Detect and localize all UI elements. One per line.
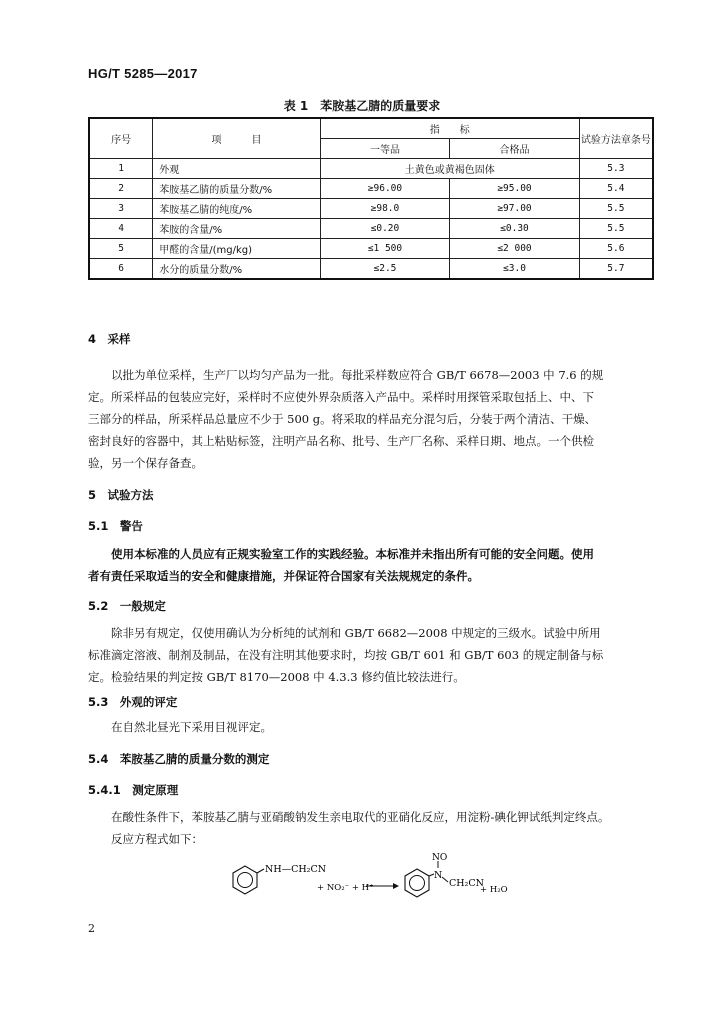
row-first-grade: ≥96.00: [320, 179, 450, 199]
reactant-bond: [257, 869, 264, 873]
row-item: 苯胺基乙腈的质量分数/%: [153, 179, 320, 199]
row-item: 外观: [153, 159, 320, 179]
row-method: 5.7: [579, 259, 653, 280]
header-indicator: 指 标: [320, 118, 579, 139]
section-5-3-heading: 5.3 外观的评定: [88, 695, 178, 709]
section-5-3-paragraph: [88, 716, 654, 738]
product-nitrogen-label: N: [434, 870, 443, 881]
table-row: [89, 259, 653, 280]
row-method: 5.5: [579, 219, 653, 239]
product-group-label: CH₂CN: [449, 878, 484, 889]
reactant-group-label: NH—CH₂CN: [265, 864, 327, 875]
quality-requirements-table: [88, 117, 654, 280]
row-first-grade: ≤0.20: [320, 219, 450, 239]
row-method: 5.6: [579, 239, 653, 259]
row-qualified: ≤0.30: [450, 219, 580, 239]
table-row: [89, 179, 653, 199]
row-first-grade: ≥98.0: [320, 199, 450, 219]
row-qualified: ≤2 000: [450, 239, 580, 259]
water-label: + H₂O: [480, 885, 508, 895]
row-seq: 2: [89, 179, 153, 199]
standard-code-header: HG/T 5285—2017: [88, 66, 198, 81]
reactant-aromatic-circle: [238, 873, 253, 888]
product-chain-bond: [442, 877, 448, 882]
product-aromatic-circle: [410, 876, 425, 891]
row-item: 苯胺的含量/%: [153, 219, 320, 239]
reaction-equation: [220, 852, 520, 908]
header-seq: 序号: [89, 118, 153, 159]
row-first-grade: ≤1 500: [320, 239, 450, 259]
paragraph-line: 除非另有规定，仅使用确认为分析纯的试剂和 GB/T 6682—2008 中规定的三级水。试验中所用: [111, 626, 601, 640]
page-number: 2: [88, 922, 95, 935]
section-5-2-paragraph: [88, 622, 654, 688]
product-benzene-ring: [405, 869, 429, 897]
paragraph-line: 在酸性条件下，苯胺基乙腈与亚硝酸钠发生亲电取代的亚硝化反应，用淀粉-碘化钾试纸判定终点。: [111, 810, 610, 824]
section-5-1-heading: 5.1 警告: [88, 519, 143, 533]
row-seq: 5: [89, 239, 153, 259]
paragraph-line: 定。检验结果的判定按 GB/T 8170—2008 中 4.3.3 修约值比较法进行。: [88, 670, 465, 684]
paragraph-line: 定。所采样品的包装应完好，采样时不应使外界杂质落入产品中。采样时用探管采取包括上、中、下: [88, 390, 594, 404]
table-row: [89, 199, 653, 219]
header-item: 项 目: [153, 118, 320, 159]
section-4-paragraph: [88, 364, 654, 474]
row-seq: 4: [89, 219, 153, 239]
table-row: [89, 219, 653, 239]
nitrite-label: + NO₂⁻ + H⁺: [317, 883, 374, 893]
reaction-arrow-head: [393, 883, 399, 889]
section-5-4-1-paragraph: [88, 806, 654, 850]
header-first-grade: 一等品: [320, 139, 450, 159]
row-method: 5.4: [579, 179, 653, 199]
header-qualified: 合格品: [450, 139, 580, 159]
row-method: 5.3: [579, 159, 653, 179]
row-qualified: ≥97.00: [450, 199, 580, 219]
paragraph-line: 在自然北昼光下采用目视评定。: [111, 720, 272, 734]
row-qualified: ≥95.00: [450, 179, 580, 199]
paragraph-line: 标准滴定溶液、制剂及制品，在没有注明其他要求时，均按 GB/T 601 和 GB/T 603 的规定制备与标: [88, 648, 604, 662]
paragraph-line: 以批为单位采样，生产厂以均匀产品为一批。每批采样数应符合 GB/T 6678—2003 中 7.6 的规: [111, 368, 604, 382]
paragraph-line: 使用本标准的人员应有正规实验室工作的实践经验。本标准并未指出所有可能的安全问题。使用: [111, 547, 594, 561]
paragraph-line: 三部分的样品，所采样品总量应不少于 500 g。将采取的样品充分混匀后，分装于两个清洁、干燥、: [88, 412, 597, 426]
row-seq: 3: [89, 199, 153, 219]
row-item: 苯胺基乙腈的纯度/%: [153, 199, 320, 219]
row-method: 5.5: [579, 199, 653, 219]
section-5-4-1-heading: 5.4.1 测定原理: [88, 783, 179, 797]
row-first-grade: ≤2.5: [320, 259, 450, 280]
table-row: [89, 239, 653, 259]
row-qualified: ≤3.0: [450, 259, 580, 280]
header-method: 试验方法章条号: [579, 118, 653, 159]
section-5-heading: 5 试验方法: [88, 488, 154, 502]
section-5-2-heading: 5.2 一般规定: [88, 599, 166, 613]
paragraph-line: 反应方程式如下：: [111, 832, 203, 846]
section-5-4-heading: 5.4 苯胺基乙腈的质量分数的测定: [88, 752, 270, 766]
row-merged-value: 土黄色或黄褐色固体: [320, 159, 579, 179]
row-seq: 6: [89, 259, 153, 280]
section-5-1-paragraph: [88, 543, 654, 587]
paragraph-line: 者有责任采取适当的安全和健康措施，并保证符合国家有关法规规定的条件。: [88, 569, 479, 583]
reactant-benzene-ring: [233, 866, 257, 894]
table-row: [89, 159, 653, 179]
paragraph-line: 验，另一个保存备查。: [88, 456, 203, 470]
row-item: 甲醛的含量/(mg/kg): [153, 239, 320, 259]
nitroso-label: NO: [432, 853, 448, 863]
table-caption: 表 1 苯胺基乙腈的质量要求: [283, 99, 441, 113]
section-4-heading: 4 采样: [88, 332, 131, 346]
row-item: 水分的质量分数/%: [153, 259, 320, 280]
paragraph-line: 密封良好的容器中，其上粘贴标签，注明产品名称、批号、生产厂名称、采样日期、地点。一个供检: [88, 434, 594, 448]
row-seq: 1: [89, 159, 153, 179]
